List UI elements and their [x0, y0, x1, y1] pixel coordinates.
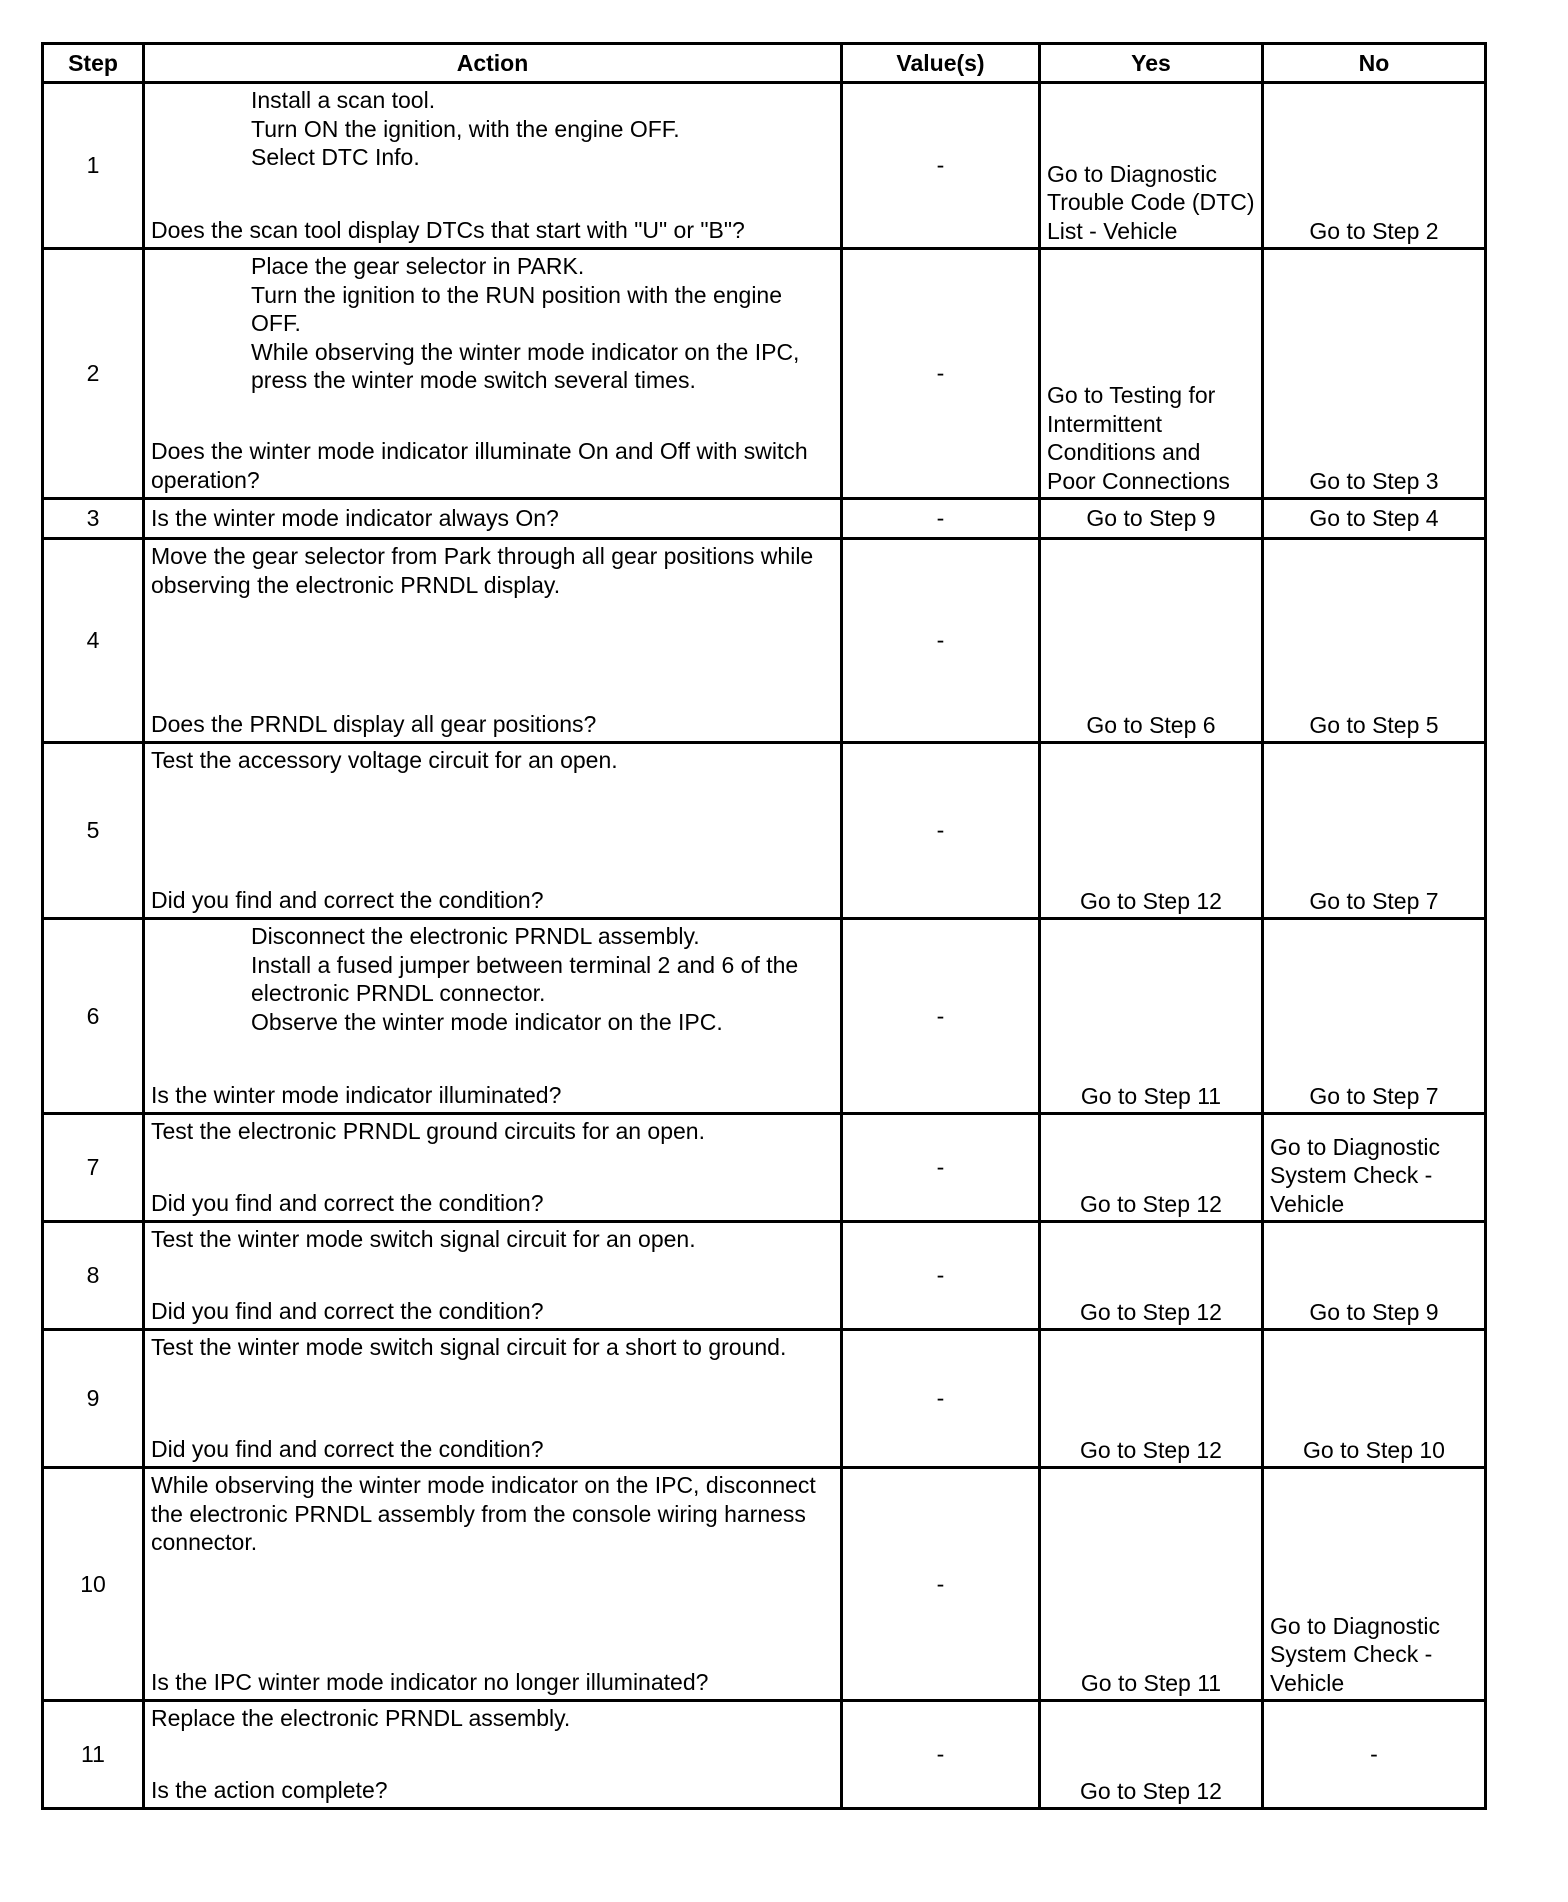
action-step: Install a fused jumper between terminal 2 and 6 of the electronic PRNDL connector.: [251, 951, 799, 1006]
header-action: Action: [144, 44, 842, 83]
action-text: Test the accessory voltage circuit for an open.: [151, 747, 618, 773]
step-number: 8: [43, 1222, 144, 1330]
action-cell: [144, 1222, 842, 1330]
yes-cell: Go to Step 6: [1040, 539, 1263, 743]
action-cell: [144, 249, 842, 499]
yes-cell: Go to Step 12: [1040, 1701, 1263, 1809]
table-row: [43, 919, 1486, 1114]
header-values: Value(s): [842, 44, 1040, 83]
no-cell: Go to Step 7: [1263, 919, 1486, 1114]
no-cell: Go to Step 2: [1263, 83, 1486, 249]
action-cell: [144, 1701, 842, 1809]
values-cell: -: [842, 1114, 1040, 1222]
action-question: Is the winter mode indicator always On?: [144, 499, 842, 539]
yes-cell: Go to Diagnostic Trouble Code (DTC) List - Vehicle: [1040, 83, 1263, 249]
yes-cell: Go to Testing for Intermittent Conditions and Poor Connections: [1040, 249, 1263, 499]
table-row: [43, 1468, 1486, 1701]
action-cell: [144, 1468, 842, 1701]
no-cell: Go to Step 5: [1263, 539, 1486, 743]
step-number: 2: [43, 249, 144, 499]
no-cell: Go to Step 9: [1263, 1222, 1486, 1330]
action-step: Select DTC Info.: [251, 144, 420, 170]
action-text: Test the winter mode switch signal circuit for an open.: [151, 1226, 696, 1252]
action-steps: [151, 252, 834, 395]
step-number: 11: [43, 1701, 144, 1809]
action-cell: [144, 743, 842, 919]
action-question: Did you find and correct the condition?: [151, 1435, 544, 1462]
step-number: 5: [43, 743, 144, 919]
step-number: 6: [43, 919, 144, 1114]
values-cell: -: [842, 1468, 1040, 1701]
table-row: [43, 249, 1486, 499]
values-cell: -: [842, 1701, 1040, 1809]
action-step: Turn ON the ignition, with the engine OFF.: [251, 115, 680, 142]
no-cell: Go to Step 4: [1263, 499, 1486, 539]
no-cell: Go to Diagnostic System Check - Vehicle: [1263, 1468, 1486, 1701]
action-step: Place the gear selector in PARK.: [251, 253, 585, 279]
header-step: Step: [43, 44, 144, 83]
step-number: 9: [43, 1330, 144, 1468]
no-cell: Go to Step 3: [1263, 249, 1486, 499]
action-question: Is the action complete?: [151, 1776, 388, 1803]
action-text: Test the winter mode switch signal circuit for a short to ground.: [151, 1334, 787, 1360]
action-step: Observe the winter mode indicator on the IPC.: [251, 1008, 723, 1035]
action-question: Did you find and correct the condition?: [151, 886, 544, 913]
action-question: Does the winter mode indicator illuminate On and Off with switch operation?: [151, 438, 808, 493]
action-question: Is the IPC winter mode indicator no longer illuminated?: [151, 1668, 709, 1695]
values-cell: -: [842, 743, 1040, 919]
action-text: Test the electronic PRNDL ground circuits for an open.: [151, 1118, 705, 1144]
action-steps: [151, 86, 834, 172]
yes-cell: Go to Step 9: [1040, 499, 1263, 539]
yes-cell: Go to Step 12: [1040, 1330, 1263, 1468]
yes-cell: Go to Step 11: [1040, 1468, 1263, 1701]
action-steps: [151, 922, 834, 1036]
yes-cell: Go to Step 12: [1040, 1114, 1263, 1222]
step-number: 3: [43, 499, 144, 539]
action-cell: [144, 919, 842, 1114]
table-row: [43, 1114, 1486, 1222]
yes-cell: Go to Step 11: [1040, 919, 1263, 1114]
step-number: 4: [43, 539, 144, 743]
values-cell: -: [842, 1330, 1040, 1468]
table-row: [43, 83, 1486, 249]
action-step: While observing the winter mode indicator on the IPC, press the winter mode switch several times.: [251, 338, 800, 393]
action-step: Install a scan tool.: [251, 87, 436, 113]
action-text: Move the gear selector from Park through all gear positions while observing the electronic PRNDL display.: [151, 543, 814, 598]
values-cell: -: [842, 249, 1040, 499]
action-question: Is the winter mode indicator illuminated?: [151, 1081, 562, 1108]
action-question: Does the scan tool display DTCs that start with "U" or "B"?: [151, 216, 745, 243]
table-row: [43, 539, 1486, 743]
step-number: 1: [43, 83, 144, 249]
action-cell: [144, 1330, 842, 1468]
yes-cell: Go to Step 12: [1040, 743, 1263, 919]
action-text: While observing the winter mode indicator on the IPC, disconnect the electronic PRNDL assembly from the console wiring harness connector.: [151, 1472, 816, 1555]
table-row: [43, 1330, 1486, 1468]
values-cell: -: [842, 83, 1040, 249]
no-cell: Go to Diagnostic System Check - Vehicle: [1263, 1114, 1486, 1222]
no-cell: -: [1263, 1701, 1486, 1809]
step-number: 10: [43, 1468, 144, 1701]
yes-cell: Go to Step 12: [1040, 1222, 1263, 1330]
step-number: 7: [43, 1114, 144, 1222]
action-question: Did you find and correct the condition?: [151, 1297, 544, 1324]
action-step: Disconnect the electronic PRNDL assembly.: [251, 923, 700, 949]
diagnostic-table: [41, 42, 1487, 1810]
table-row: [43, 499, 1486, 539]
header-yes: Yes: [1040, 44, 1263, 83]
header-no: No: [1263, 44, 1486, 83]
table-row: [43, 1701, 1486, 1809]
header-row: [43, 44, 1486, 83]
values-cell: -: [842, 539, 1040, 743]
no-cell: Go to Step 10: [1263, 1330, 1486, 1468]
action-text: Replace the electronic PRNDL assembly.: [151, 1705, 571, 1731]
action-cell: [144, 1114, 842, 1222]
action-step: Turn the ignition to the RUN position with the engine OFF.: [251, 281, 783, 336]
values-cell: -: [842, 919, 1040, 1114]
values-cell: -: [842, 499, 1040, 539]
action-question: Does the PRNDL display all gear positions?: [151, 710, 597, 737]
action-cell: [144, 83, 842, 249]
values-cell: -: [842, 1222, 1040, 1330]
no-cell: Go to Step 7: [1263, 743, 1486, 919]
table-row: [43, 1222, 1486, 1330]
action-cell: [144, 539, 842, 743]
table-row: [43, 743, 1486, 919]
action-question: Did you find and correct the condition?: [151, 1189, 544, 1216]
